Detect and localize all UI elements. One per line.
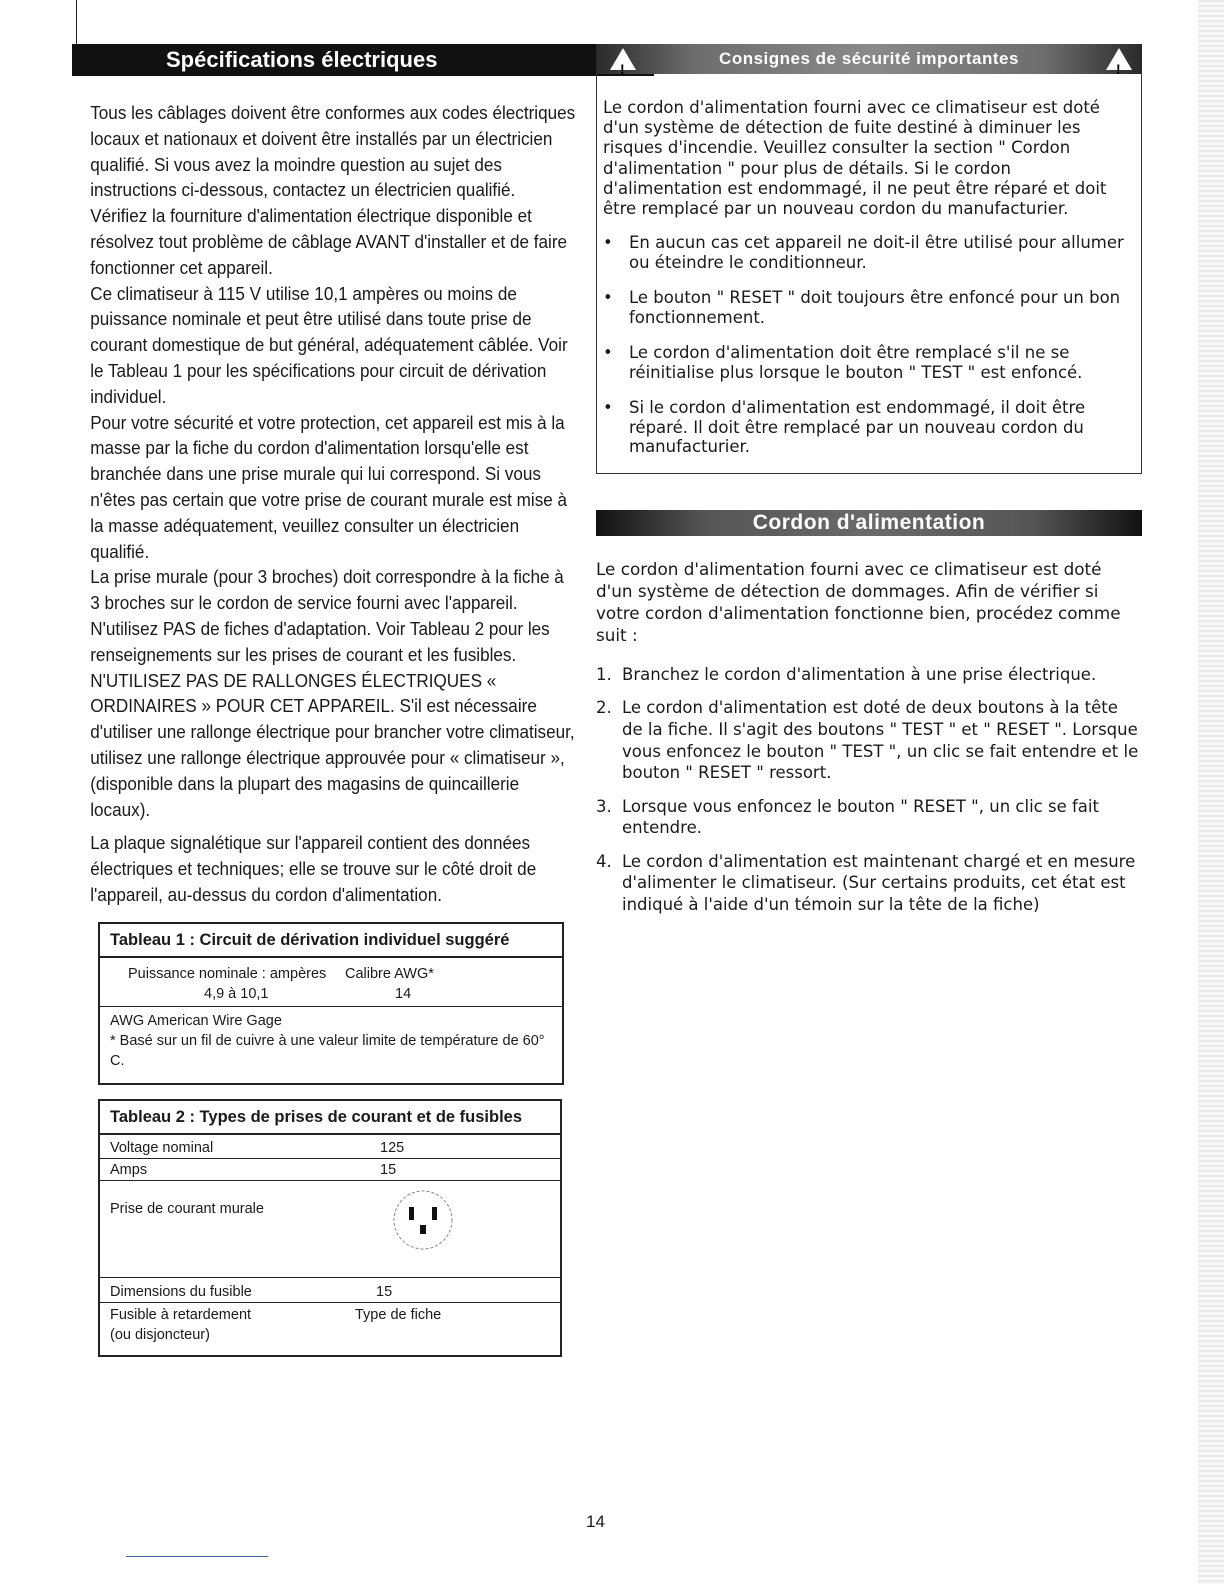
table-1-note-awg: AWG American Wire Gage xyxy=(110,1012,282,1029)
page-edge-line xyxy=(76,0,77,44)
table-2-value-amps: 15 xyxy=(380,1161,397,1178)
table-2-row-voltage xyxy=(100,1135,560,1159)
paragraph-outlet: La prise murale (pour 3 broches) doit correspondre à la fiche à 3 broches sur le cordon de service fourni avec l'appareil. N'utilisez PAS de fiches d'adaptation. Voir Tableau 2 pour les renseignements sur les prises de courant et les fusibles. N'UTILISEZ PAS DE RALLONGES ÉLECTRIQUES « ORDINAIRES » POUR CET APPAREIL. S'il est nécessaire d'utiliser une rallonge électrique pour brancher votre climatiseur, utilisez une rallonge électrique approuvée pour « climatiseur », (disponible dans la plupart des magasins de quincaillerie locaux). xyxy=(90,566,575,820)
table-1-title: Tableau 1 : Circuit de dérivation individuel suggéré xyxy=(100,924,562,958)
paragraph-grounding: Pour votre sécurité et votre protection, cet appareil est mis à la masse par la fiche du cordon d'alimentation lorsqu'elle est branchée dans une prise murale qui lui correspond. Si vous n'êtes pas certain que votre prise de courant murale est mise à la masse adéquatement, veuillez consulter un électricien qualifié. xyxy=(90,411,568,562)
table-2-title: Tableau 2 : Types de prises de courant et de fusibles xyxy=(100,1101,560,1135)
section-heading-cordon: Cordon d'alimentation xyxy=(596,510,1142,536)
table-1-col2-value: 14 xyxy=(395,985,412,1002)
table-2-delay-cell xyxy=(110,1305,305,1345)
safety-box xyxy=(596,74,1142,474)
right-column xyxy=(596,44,1142,928)
table-2-label-voltage: Voltage nominal xyxy=(110,1139,214,1156)
list-item: • En aucun cas cet appareil ne doit-il être utilisé pour allumer ou éteindre le conditionneur. xyxy=(603,233,1135,272)
paragraph-nameplate: La plaque signalétique sur l'appareil contient des données électriques et techniques; elle se trouve sur le côté droit de l'appareil, au-dessus du cordon d'alimentation. xyxy=(90,832,537,905)
electrical-text xyxy=(70,100,580,908)
table-1 xyxy=(98,922,564,1085)
left-column xyxy=(70,44,580,1357)
table-2 xyxy=(98,1099,562,1357)
table-2-row-outlet xyxy=(100,1181,560,1278)
safety-heading-text: Consignes de sécurité importantes xyxy=(719,49,1019,68)
section-heading-electrical: Spécifications électriques xyxy=(72,44,654,76)
paragraph-supply: Vérifiez la fourniture d'alimentation électrique disponible et résolvez tout problème de câblage AVANT d'installer et de faire fonctionner cet appareil. xyxy=(90,205,568,278)
paragraph-wiring: Tous les câblages doivent être conformes aux codes électriques locaux et nationaux et doivent être installés par un électricien qualifié. Si vous avez la moindre question au sujet des instructions ci-dessous, contactez un électricien qualifié. xyxy=(90,102,576,201)
scan-edge xyxy=(1198,0,1224,1584)
table-2-row-amps xyxy=(100,1159,560,1181)
list-item: 2. Le cordon d'alimentation est doté de deux boutons à la tête de la fiche. Il s'agit des boutons " TEST " et " RESET ". Lorsque vous enfoncez le bouton " TEST ", un clic se fait entendre et le bouton " RESET " ressort. xyxy=(596,698,1139,783)
table-2-row-fuse xyxy=(100,1278,560,1303)
warning-icon: ! xyxy=(610,48,636,70)
table-1-header-row xyxy=(100,958,562,984)
list-item: 3. Lorsque vous enfoncez le bouton " RESET ", un clic se fait entendre. xyxy=(596,796,1099,838)
table-2-label-delay-sub: (ou disjoncteur) xyxy=(110,1326,210,1343)
footer-rule xyxy=(126,1556,268,1557)
section-heading-safety xyxy=(596,44,1142,77)
table-2-label-fuse: Dimensions du fusible xyxy=(110,1283,252,1300)
table-1-col2-header: Calibre AWG* xyxy=(345,965,434,982)
table-2-value-voltage: 125 xyxy=(380,1139,405,1156)
list-item: 4. Le cordon d'alimentation est maintenant chargé et en mesure d'alimenter le climatiseur. (Sur certains produits, cet état est indiqué à l'aide d'un témoin sur la tête de la fiche) xyxy=(596,851,1136,915)
table-2-value-fuse: 15 xyxy=(376,1283,393,1300)
table-2-label-amps: Amps xyxy=(110,1161,148,1178)
warning-icon: ! xyxy=(1106,48,1132,70)
table-1-note-copper: * Basé sur un fil de cuivre à une valeur limite de température de 60° C. xyxy=(110,1032,545,1069)
table-1-value-row xyxy=(100,984,562,1007)
outlet-icon xyxy=(388,1185,458,1255)
paragraph-115v: Ce climatiseur à 115 V utilise 10,1 ampères ou moins de puissance nominale et peut être utilisé dans toute prise de courant domestique de but général, adéquatement câblée. Voir le Tableau 1 pour les spécifications pour circuit de dérivation individuel. xyxy=(90,282,568,407)
table-2-label-delay: Fusible à retardement xyxy=(110,1306,252,1323)
cordon-intro: Le cordon d'alimentation fourni avec ce climatiseur est doté d'un système de détection de dommages. Afin de vérifier si votre cordon d'alimentation fonctionne bien, procédez comme suit : xyxy=(596,558,1121,645)
table-1-col1-value: 4,9 à 10,1 xyxy=(204,985,269,1002)
page-number: 14 xyxy=(586,1512,605,1531)
list-item: • Si le cordon d'alimentation est endommagé, il doit être réparé. Il doit être remplacé par un nouveau cordon du manufacturier. xyxy=(603,398,1135,457)
cordon-steps xyxy=(596,664,1142,916)
table-2-label-outlet: Prise de courant murale xyxy=(110,1200,264,1217)
table-1-notes xyxy=(100,1007,562,1083)
table-1-col1-header: Puissance nominale : ampères xyxy=(128,965,327,982)
table-2-row-delay xyxy=(100,1303,560,1355)
list-item: 1. Branchez le cordon d'alimentation à une prise électrique. xyxy=(596,664,1097,684)
table-2-plug-type: Type de fiche xyxy=(355,1306,442,1323)
list-item: • Le cordon d'alimentation doit être remplacé s'il ne se réinitialise plus lorsque le bouton " TEST " est enfoncé. xyxy=(603,343,1135,382)
safety-intro: Le cordon d'alimentation fourni avec ce climatiseur est doté d'un système de détection de fuite destiné à diminuer les risques d'incendie. Veuillez consulter la section " Cordon d'alimentation " pour plus de détails. Si le cordon d'alimentation est endommagé, il ne peut être réparé et doit être remplacé par un nouveau cordon du manufacturier. xyxy=(603,98,1107,219)
list-item: • Le bouton " RESET " doit toujours être enfoncé pour un bon fonctionnement. xyxy=(603,288,1135,327)
safety-bullets xyxy=(603,233,1135,457)
